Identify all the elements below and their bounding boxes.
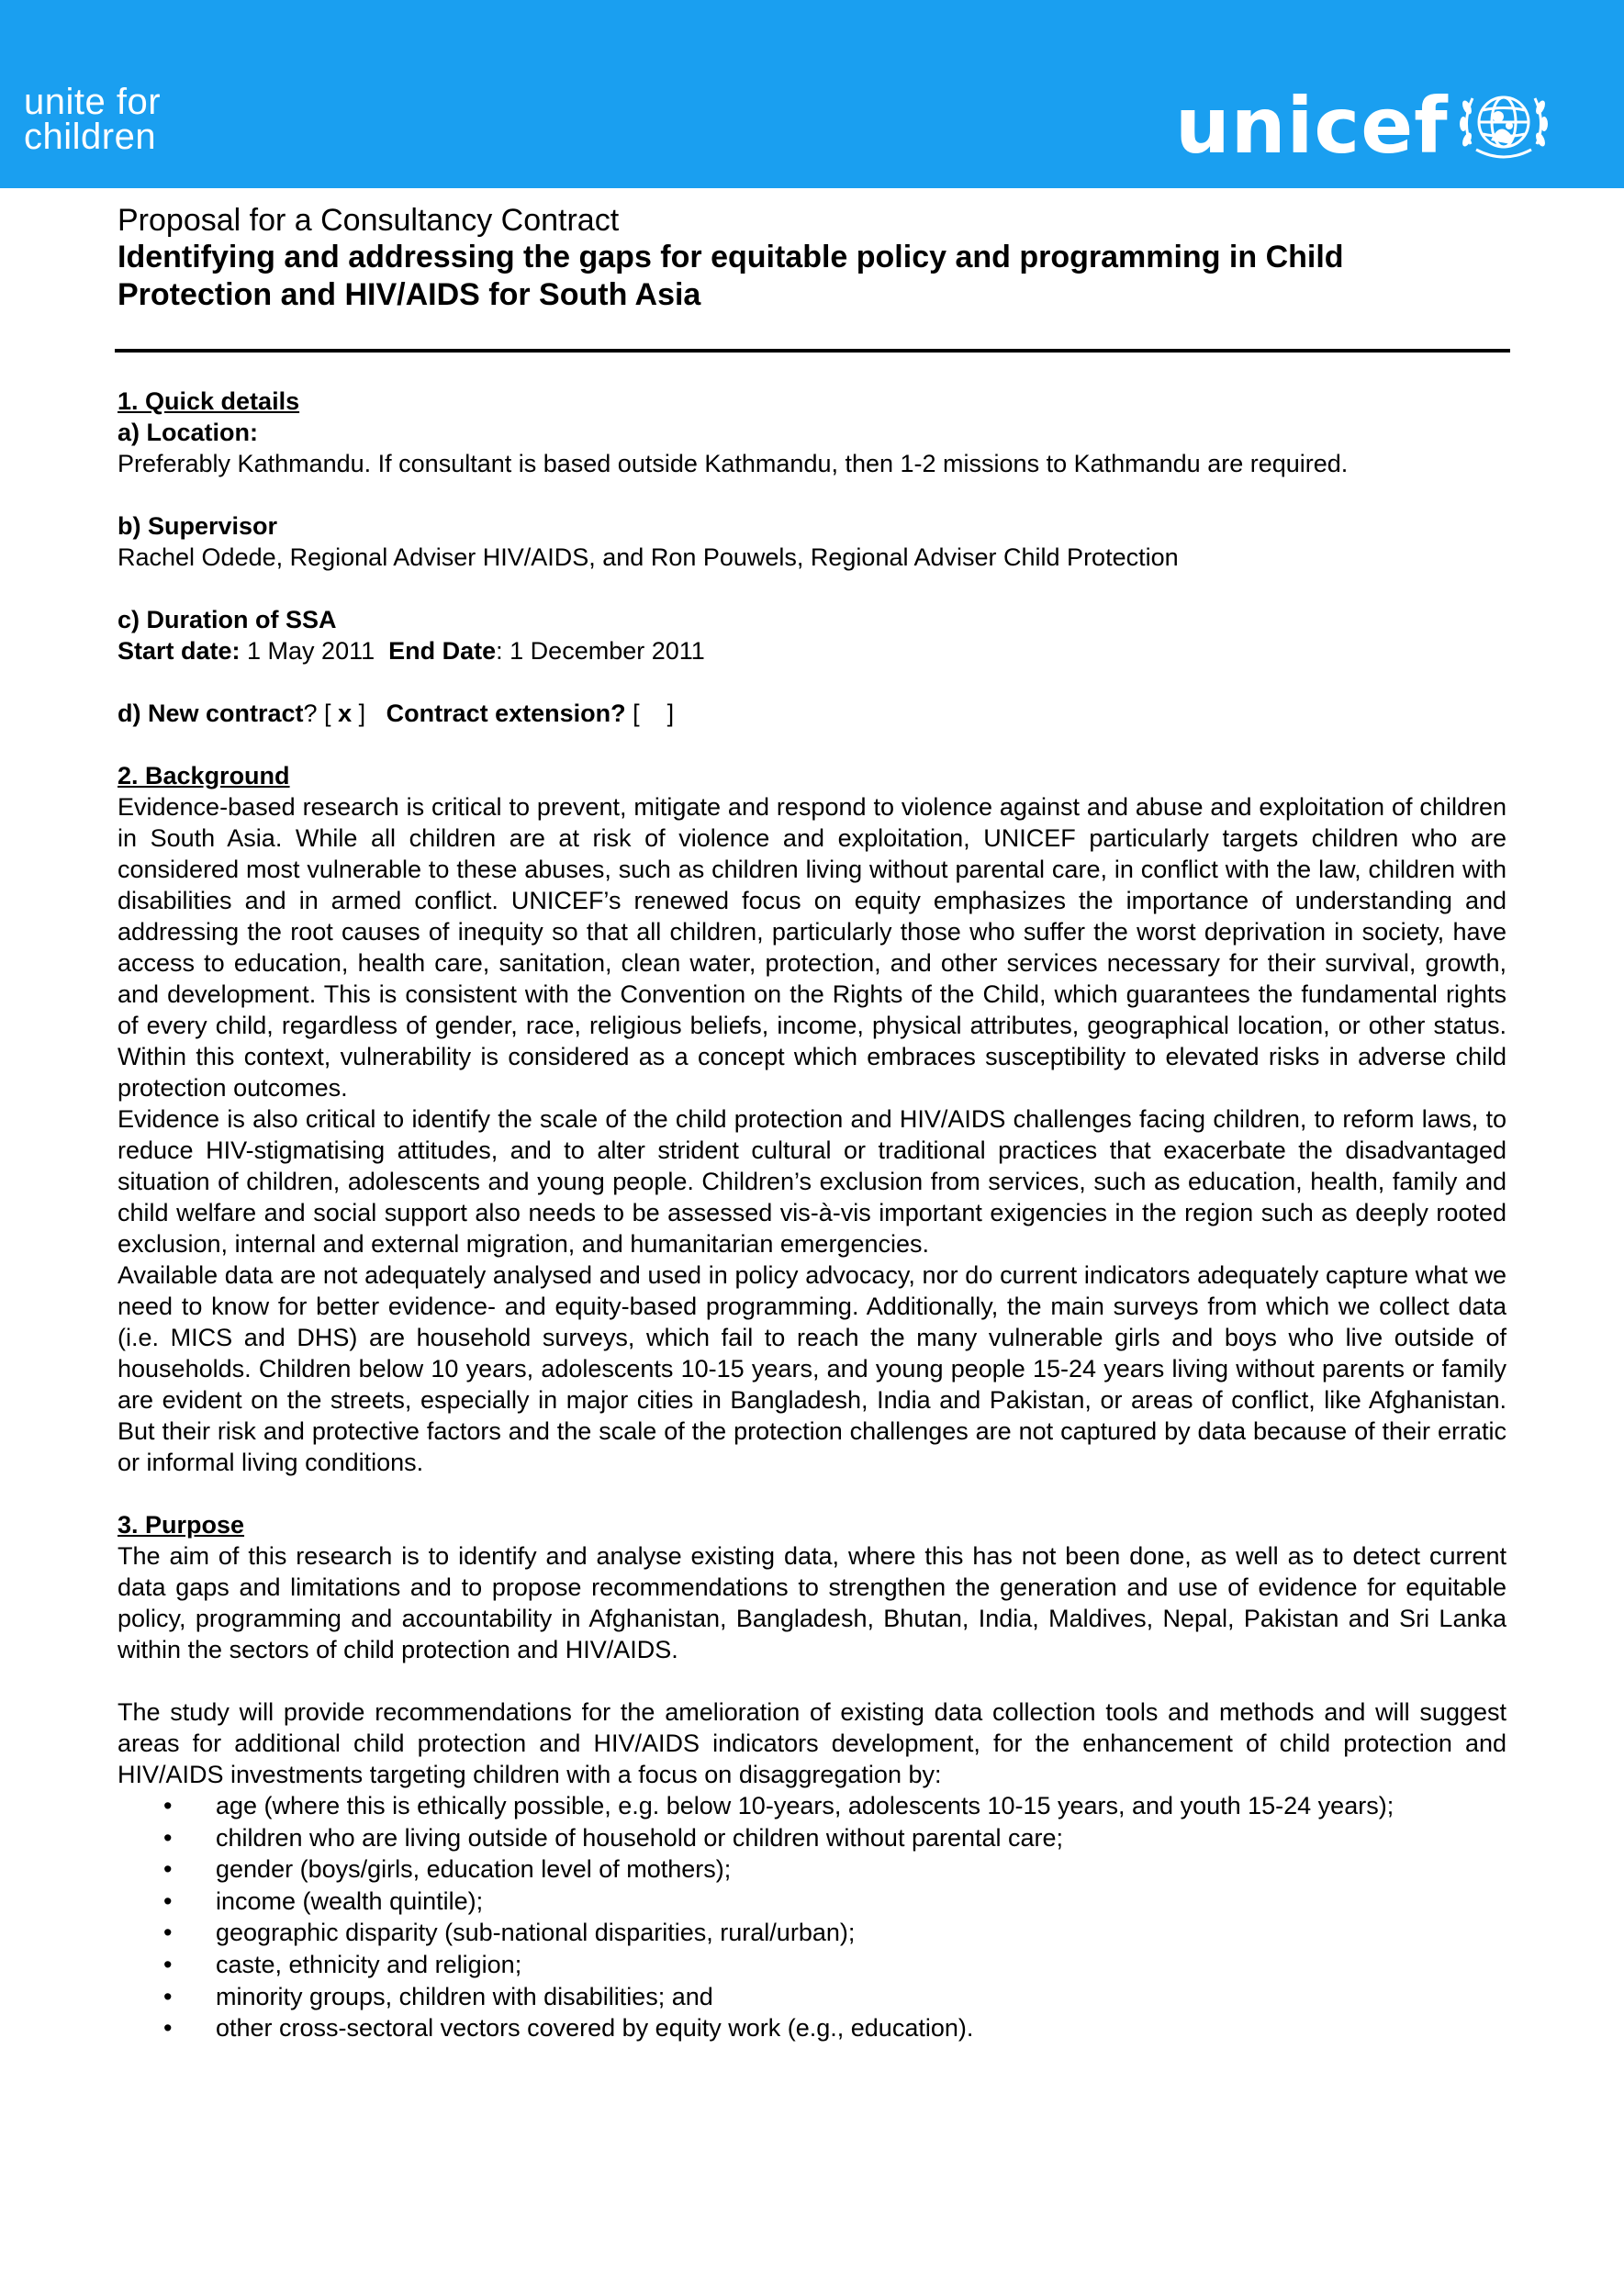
list-item-text: other cross-sectoral vectors covered by equity work (e.g., education). [216,2014,974,2043]
logo-wordmark: unicef [1175,81,1449,171]
new-contract-open: ? [ [303,700,339,727]
purpose-paragraph-2: The study will provide recommendations for the amelioration of existing data collection tools and methods and will suggest areas for additional child protection and HIV/AIDS indicators development, for the enhancement of child protection and HIV/AIDS investments targeting children with a focus on disaggregation by: [118,1698,1506,1788]
extension-label: Contract extension? [386,700,626,727]
purpose-heading: 3. Purpose [118,1511,245,1539]
bullet: • [163,1919,173,1947]
tagline-line-2: children [24,117,157,157]
list-item [118,2012,1506,2044]
bullet: • [163,1982,173,2010]
purpose-paragraph-1: The aim of this research is to identify and analyse existing data, where this has not been done, as well as to detect current data gaps and limitations and to propose recommendations to strengthen the generation and use of evidence for equitable policy, programming and accountability in Afghanistan, Bangladesh, Bhutan, India, Maldives, Nepal, Pakistan and Sri Lanka within the sectors of child protection and HIV/AIDS. [118,1542,1506,1663]
list-item-text: geographic disparity (sub-national disparities, rural/urban); [216,1919,856,1947]
list-item [118,1822,1506,1854]
end-date-value: : 1 December 2011 [496,637,705,665]
document-type: Proposal for a Consultancy Contract [118,203,620,238]
end-date-label: End Date [388,637,497,665]
quick-details-heading: 1. Quick details [118,387,300,415]
tagline-line-1: unite for [24,82,162,122]
duration-label: c) Duration of SSA [118,606,337,633]
bullet: • [163,1886,173,1915]
disaggregation-list [118,1790,1506,2044]
background-paragraph-2: Evidence is also critical to identify the scale of the child protection and HIV/AIDS challenges facing children, to reform laws, to reduce HIV-stigmatising attitudes, and to alter strident cultural or traditional practices that exacerbate the disadvantaged situation of children, adolescents and young people. Children’s exclusion from services, such as education, health, family and child welfare and social support also needs to be assessed vis-à-vis important exigencies in the region such as deeply rooted exclusion, internal and external migration, and humanitarian emergencies. [118,1105,1506,1258]
document-body [118,202,1506,2044]
list-item [118,1917,1506,1949]
list-item-text: age (where this is ethically possible, e.g. below 10-years, adolescents 10-15 years, and youth 15-24 years); [216,1792,1394,1819]
bullet: • [163,1792,173,1819]
title-line-1: Identifying and addressing the gaps for equitable policy and programming in Child [118,240,1344,274]
bullet: • [163,1855,173,1884]
extension-box: [ ] [625,700,675,727]
start-date-value: 1 May 2011 [240,637,389,665]
location-text: Preferably Kathmandu. If consultant is based outside Kathmandu, then 1-2 missions to Kathmandu are required. [118,450,1349,477]
list-item-text: caste, ethnicity and religion; [216,1950,522,1978]
tagline [24,82,162,157]
list-item [118,1981,1506,2013]
list-item-text: gender (boys/girls, education level of mothers); [216,1855,732,1884]
list-item-text: minority groups, children with disabilities; and [216,1982,713,2010]
start-date-label: Start date: [118,637,241,665]
list-item-text: income (wealth quintile); [216,1886,484,1915]
background-heading: 2. Background [118,762,290,789]
new-contract-close: ] [352,700,386,727]
duration-dates [118,635,1506,666]
contract-type [118,698,1506,729]
location-label: a) Location: [118,419,258,446]
background-paragraph-3: Available data are not adequately analysed and used in policy advocacy, nor do current indicators adequately capture what we need to know for better evidence- and equity-based programming. Additionally, the main surveys from which we collect data (i.e. MICS and DHS) are household surveys, which fail to reach the many vulnerable girls and boys who live outside of households. Children below 10 years, adolescents 10-15 years, and young people 15-24 years living without parents or family are evident on the streets, especially in major cities in Bangladesh, India and Pakistan, or areas of conflict, like Afghanistan. But their risk and protective factors and the scale of the protection challenges are not captured by data because of their erratic or informal living conditions. [118,1261,1506,1476]
unicef-emblem-icon [1454,80,1553,173]
header-banner [0,0,1624,188]
background-paragraph-1: Evidence-based research is critical to prevent, mitigate and respond to violence against and abuse and exploitation of children in South Asia. While all children are at risk of violence and exploitation, UNICEF particularly targets children who are considered most vulnerable to these abuses, such as children living without parental care, in conflict with the law, children with disabilities and in armed conflict. UNICEF’s renewed focus on equity emphasizes the importance of understanding and addressing the root causes of inequity so that all children, particularly those who suffer the worst deprivation in society, have access to education, health care, sanitation, clean water, protection, and other services necessary for their survival, growth, and development. This is consistent with the Convention on the Rights of the Child, which guarantees the fundamental rights of every child, regardless of gender, race, religious beliefs, income, physical attributes, geographical location, or other status. Within this context, vulnerability is considered as a concept which embraces susceptibility to elevated risks in adverse child protection outcomes. [118,793,1506,1102]
list-item [118,1886,1506,1918]
new-contract-check: x [338,700,353,727]
list-item [118,1949,1506,1981]
list-item-text: children who are living outside of household or children without parental care; [216,1823,1064,1852]
title-line-2: Protection and HIV/AIDS for South Asia [118,277,701,312]
bullet: • [163,1823,173,1852]
list-item [118,1853,1506,1886]
document-title [118,239,1506,314]
bullet: • [163,1950,173,1978]
supervisor-label: b) Supervisor [118,512,278,540]
bullet: • [163,2014,173,2043]
supervisor-text: Rachel Odede, Regional Adviser HIV/AIDS, and Ron Pouwels, Regional Adviser Child Protection [118,543,1179,571]
list-item [118,1790,1506,1822]
new-contract-label: d) New contract [118,700,304,727]
unicef-logo [1175,81,1553,171]
